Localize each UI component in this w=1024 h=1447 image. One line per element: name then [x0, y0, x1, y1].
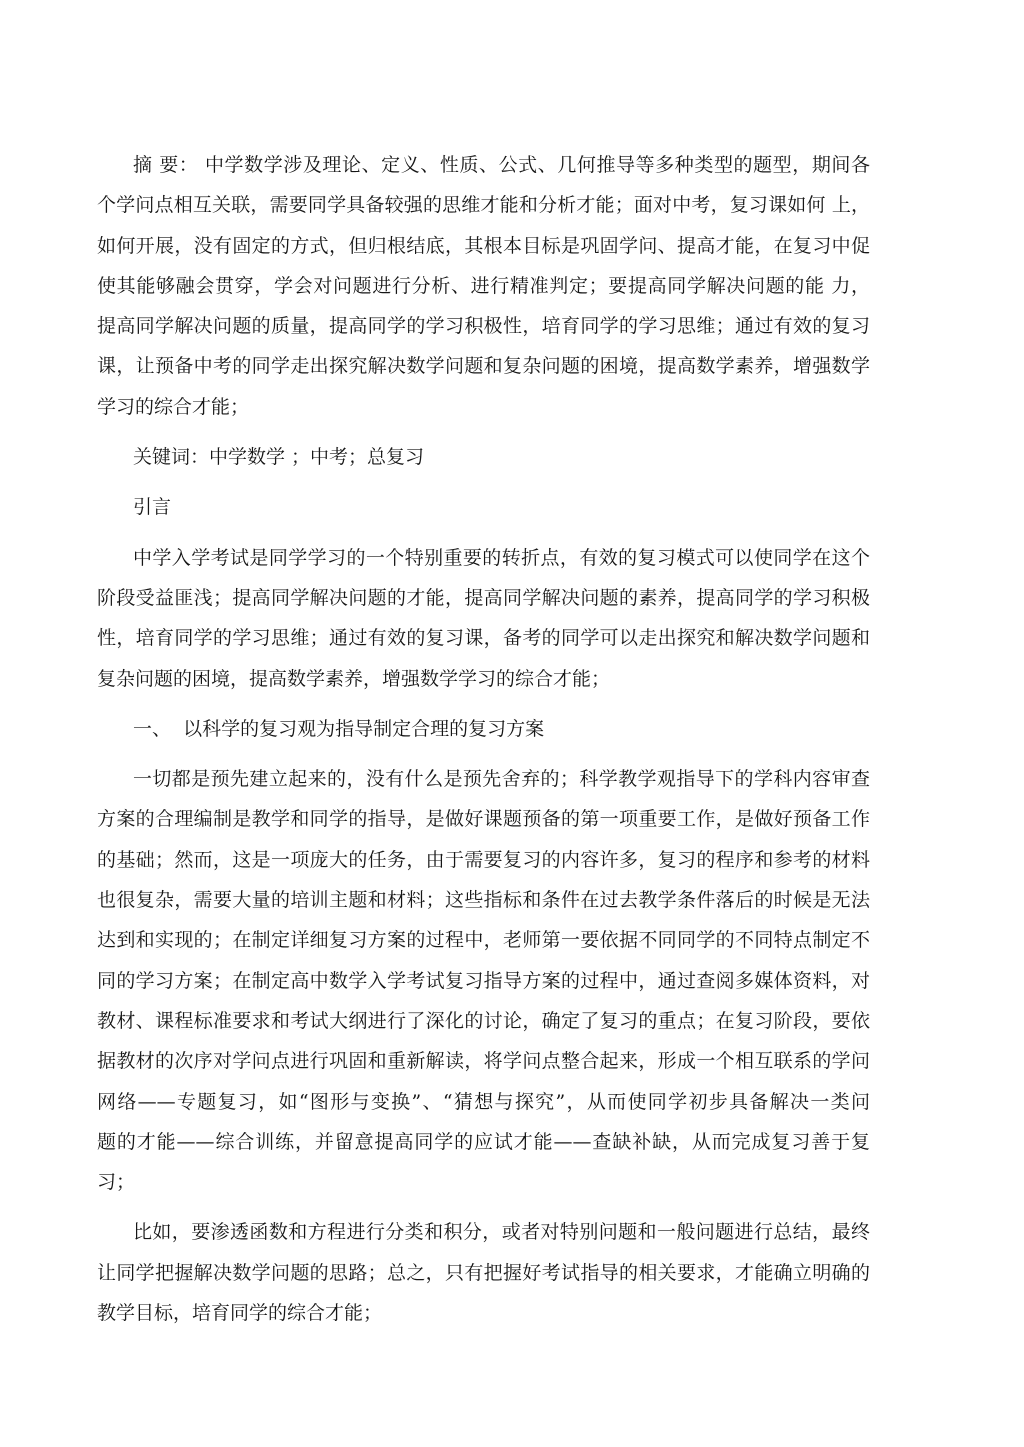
- text-line: 的基础；然而，这是一项庞大的任务，由于需要复习的内容许多，复习的程序和参考的材料: [97, 848, 870, 871]
- text-line: 阶段受益匪浅；提高同学解决问题的才能，提高同学解决问题的素养，提高同学的学习积极: [97, 586, 870, 609]
- text-line: 网络——专题复习，如“图形与变换”、“猜想与探究”，从而使同学初步具备解决一类问: [97, 1090, 870, 1113]
- text-line: 据教材的次序对学问点进行巩固和重新解读，将学问点整合起来，形成一个相互联系的学问: [97, 1050, 870, 1073]
- text-line: 课，让预备中考的同学走出探究解决数学问题和复杂问题的困境，提高数学素养，增强数学: [97, 355, 870, 378]
- text-line: 习；: [97, 1171, 136, 1194]
- intro-paragraph: [97, 538, 870, 699]
- document-page: [97, 145, 870, 1343]
- section-paragraph: [97, 1212, 870, 1333]
- text-line: 一切都是预先建立起来的，没有什么是预先舍弃的；科学教学观指导下的学科内容审查: [133, 768, 870, 791]
- section-heading: [97, 709, 870, 749]
- text-line: 让同学把握解决数学问题的思路；总之，只有把握好考试指导的相关要求，才能确立明确的: [97, 1261, 870, 1284]
- text-line: 摘 要： 中学数学涉及理论、定义、性质、公式、几何推导等多种类型的题型，期间各: [133, 154, 870, 176]
- section-heading-text: 一、 以科学的复习观为指导制定合理的复习方案: [133, 717, 545, 740]
- text-line: 方案的合理编制是教学和同学的指导，是做好课题预备的第一项重要工作，是做好预备工作: [97, 808, 870, 831]
- text-line: 教材、课程标准要求和考试大纲进行了深化的讨论，确定了复习的重点；在复习阶段，要依: [97, 1009, 870, 1032]
- text-line: 教学目标，培育同学的综合才能；: [97, 1302, 383, 1325]
- text-line: 比如，要渗透函数和方程进行分类和积分，或者对特别问题和一般问题进行总结，最终: [133, 1221, 870, 1244]
- intro-heading-text: 引言: [133, 496, 172, 519]
- text-line: 提高同学解决问题的质量，提高同学的学习积极性，培育同学的学习思维；通过有效的复习: [97, 315, 870, 338]
- keywords-paragraph: [97, 437, 870, 477]
- text-line: 中学入学考试是同学学习的一个特别重要的转折点，有效的复习模式可以使同学在这个: [133, 546, 870, 569]
- text-line: 使其能够融会贯穿，学会对问题进行分析、进行精准判定；要提高同学解决问题的能 力，: [97, 274, 870, 297]
- text-line: 学习的综合才能；: [97, 395, 250, 418]
- text-line: 复杂问题的困境，提高数学素养，增强数学学习的综合才能；: [97, 667, 611, 690]
- text-line: 也很复杂，需要大量的培训主题和材料；这些指标和条件在过去教学条件落后的时候是无法: [97, 889, 870, 912]
- text-line: 题的才能——综合训练，并留意提高同学的应试才能——查缺补缺，从而完成复习善于复: [97, 1130, 870, 1153]
- abstract-paragraph: [97, 145, 870, 427]
- keywords-line: 关键词：中学数学 ；中考；总复习: [133, 446, 425, 469]
- text-line: 个学问点相互关联，需要同学具备较强的思维才能和分析才能；面对中考，复习课如何 上，: [97, 194, 870, 217]
- text-line: 同的学习方案；在制定高中数学入学考试复习指导方案的过程中，通过查阅多媒体资料，对: [97, 969, 870, 992]
- section-paragraph: [97, 759, 870, 1202]
- intro-heading: [97, 487, 870, 527]
- text-line: 达到和实现的；在制定详细复习方案的过程中，老师第一要依据不同同学的不同特点制定不: [97, 929, 870, 952]
- text-line: 如何开展，没有固定的方式，但归根结底，其根本目标是巩固学问、提高才能，在复习中促: [97, 234, 870, 257]
- text-line: 性，培育同学的学习思维；通过有效的复习课，备考的同学可以走出探究和解决数学问题和: [97, 627, 870, 650]
